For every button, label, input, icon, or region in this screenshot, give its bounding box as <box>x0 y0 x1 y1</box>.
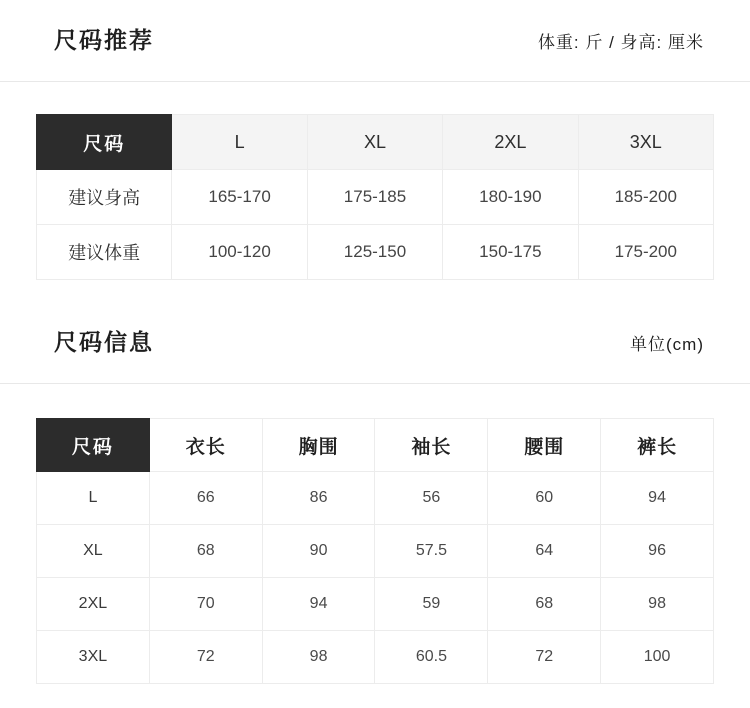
table-row <box>37 170 714 225</box>
info-l-waist: 60 <box>488 472 601 525</box>
recommend-row-label-height: 建议身高 <box>37 170 172 225</box>
size-info-header <box>0 324 750 357</box>
table-header-row <box>37 115 714 170</box>
recommend-table-wrap <box>0 114 750 280</box>
info-l-bust: 86 <box>262 472 375 525</box>
info-2xl-sleeve: 59 <box>375 578 488 631</box>
size-recommend-table <box>36 114 714 280</box>
table-row <box>37 225 714 280</box>
post-table-spacer <box>0 280 750 324</box>
info-xl-sleeve: 57.5 <box>375 525 488 578</box>
recommend-col-3xl: 3XL <box>578 115 713 170</box>
info-col-sleeve: 袖长 <box>375 419 488 472</box>
size-info-table <box>36 418 714 684</box>
table-row <box>37 578 714 631</box>
info-col-length: 衣长 <box>149 419 262 472</box>
info-l-pants: 94 <box>601 472 714 525</box>
section-note-units-recommend: 体重: 斤 / 身高: 厘米 <box>537 33 704 52</box>
info-3xl-waist: 72 <box>488 631 601 684</box>
recommend-weight-3xl: 175-200 <box>578 225 713 280</box>
recommend-table-body <box>37 170 714 280</box>
section-title-info: 尺码信息 <box>54 329 154 355</box>
pre-info-table-spacer <box>0 384 750 418</box>
table-row <box>37 472 714 525</box>
info-col-pants-length: 裤长 <box>601 419 714 472</box>
recommend-weight-l: 100-120 <box>172 225 307 280</box>
info-3xl-sleeve: 60.5 <box>375 631 488 684</box>
recommend-corner-cell: 尺码 <box>37 115 172 170</box>
recommend-weight-xl: 125-150 <box>307 225 442 280</box>
info-corner-cell: 尺码 <box>37 419 150 472</box>
info-2xl-pants: 98 <box>601 578 714 631</box>
info-3xl-length: 72 <box>149 631 262 684</box>
info-col-bust: 胸围 <box>262 419 375 472</box>
info-l-length: 66 <box>149 472 262 525</box>
recommend-col-xl: XL <box>307 115 442 170</box>
recommend-table-head <box>37 115 714 170</box>
top-spacer <box>0 0 750 22</box>
info-xl-waist: 64 <box>488 525 601 578</box>
recommend-height-xl: 175-185 <box>307 170 442 225</box>
info-row-label-l: L <box>37 472 150 525</box>
recommend-row-label-weight: 建议体重 <box>37 225 172 280</box>
info-row-label-2xl: 2XL <box>37 578 150 631</box>
info-xl-length: 68 <box>149 525 262 578</box>
info-l-sleeve: 56 <box>375 472 488 525</box>
info-2xl-bust: 94 <box>262 578 375 631</box>
pre-table-spacer <box>0 82 750 114</box>
table-row <box>37 631 714 684</box>
info-3xl-bust: 98 <box>262 631 375 684</box>
section-note-units-info: 单位(cm) <box>630 335 704 354</box>
info-col-waist: 腰围 <box>488 419 601 472</box>
info-xl-bust: 90 <box>262 525 375 578</box>
info-table-body <box>37 472 714 684</box>
table-row <box>37 525 714 578</box>
section-title-recommend: 尺码推荐 <box>54 27 154 53</box>
info-header-bottom-spacer <box>0 357 750 383</box>
info-xl-pants: 96 <box>601 525 714 578</box>
recommend-height-2xl: 180-190 <box>443 170 578 225</box>
info-table-head <box>37 419 714 472</box>
recommend-col-2xl: 2XL <box>443 115 578 170</box>
recommend-height-l: 165-170 <box>172 170 307 225</box>
recommend-weight-2xl: 150-175 <box>443 225 578 280</box>
recommend-col-l: L <box>172 115 307 170</box>
table-header-row <box>37 419 714 472</box>
info-table-wrap <box>0 418 750 684</box>
size-recommend-header <box>0 22 750 55</box>
info-row-label-3xl: 3XL <box>37 631 150 684</box>
info-2xl-length: 70 <box>149 578 262 631</box>
info-row-label-xl: XL <box>37 525 150 578</box>
info-2xl-waist: 68 <box>488 578 601 631</box>
info-3xl-pants: 100 <box>601 631 714 684</box>
recommend-height-3xl: 185-200 <box>578 170 713 225</box>
header-bottom-spacer <box>0 55 750 81</box>
